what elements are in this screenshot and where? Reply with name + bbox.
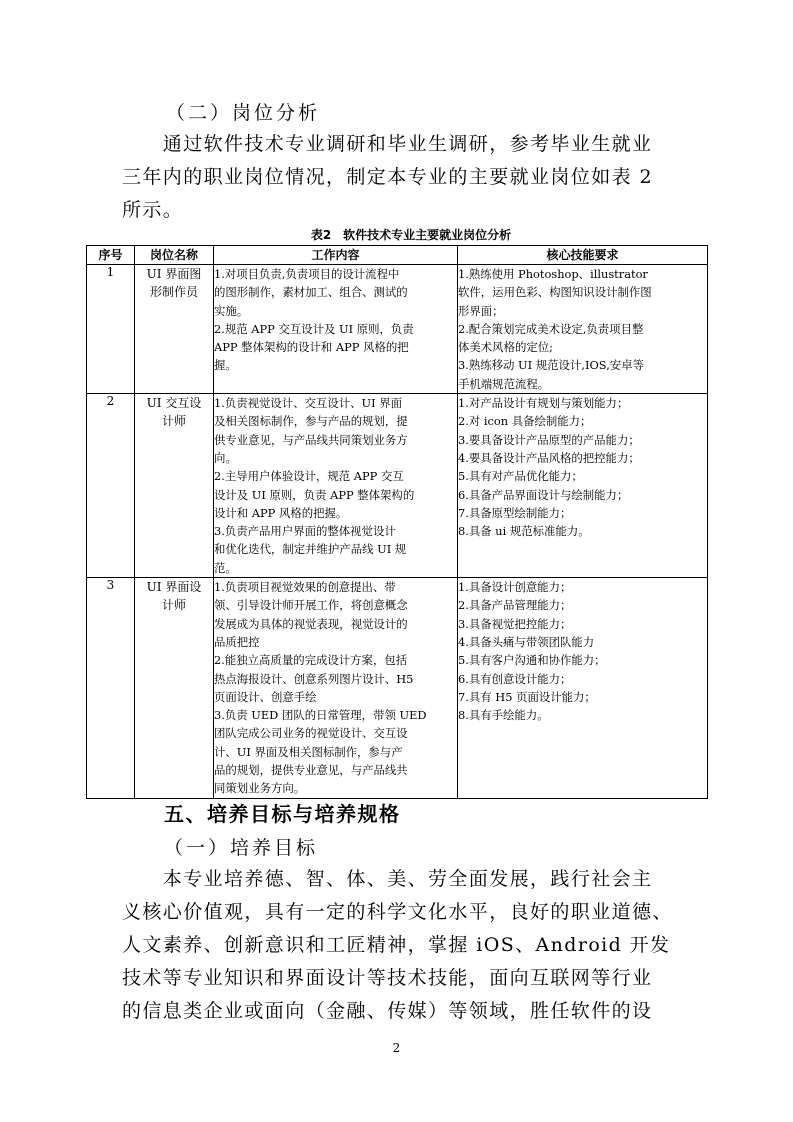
- skill-line: 2.具备产品管理能力；: [458, 598, 572, 613]
- work-line: 握。: [214, 358, 237, 373]
- row-skills: [458, 265, 708, 394]
- work-line: 热点海报设计、创意系列图片设计、H5: [214, 671, 414, 686]
- page-number: 2: [392, 1041, 401, 1055]
- skill-line: 2.配合策划完成美术设定,负责项目整: [458, 321, 644, 336]
- table-row: [87, 394, 708, 578]
- row-position: [135, 265, 214, 394]
- intro-line: 所示。: [122, 199, 184, 221]
- work-line: 范。: [214, 560, 237, 575]
- table-header-row: [87, 246, 708, 265]
- skill-line: 体美术风格的定位;: [458, 340, 553, 355]
- work-line: 实施。: [214, 303, 249, 318]
- skill-line: 1.具备设计创意能力；: [458, 580, 572, 595]
- header-skills: 核心技能要求: [458, 246, 708, 265]
- job-analysis-table: [86, 245, 708, 799]
- skill-line: 4.要具备设计产品风格的把控能力；: [458, 450, 640, 465]
- skill-line: 5.具有客户沟通和协作能力；: [458, 653, 606, 668]
- skill-line: 6.具备产品界面设计与绘制能力；: [458, 487, 629, 502]
- work-line: 发展成为具体的视觉表现，视觉设计的: [214, 616, 408, 631]
- table-row: [87, 265, 708, 394]
- position-line: 计师: [161, 414, 186, 429]
- goals-line: 的信息类企业或面向（金融、传媒）等领域，胜任软件的设: [122, 1000, 653, 1022]
- position-line: UI 界面图: [146, 267, 202, 281]
- skill-line: 2.对 icon 具备绘制能力；: [458, 414, 592, 429]
- skill-line: 1.对产品设计有规划与策划能力；: [458, 396, 629, 411]
- table-caption: 表2 软件技术专业主要就业岗位分析: [310, 228, 512, 242]
- skill-line: 7.具备原型绘制能力；: [458, 505, 572, 520]
- work-line: 领、引导设计师开展工作，将创意概念: [214, 598, 408, 613]
- row-position: [135, 394, 214, 578]
- work-line: 计、UI 界面及相关图标制作，参与产: [214, 744, 403, 759]
- work-line: 及相关图标制作，参与产品的规划，提: [214, 414, 408, 429]
- work-line: 设计和 APP 风格的把握。: [214, 505, 348, 520]
- work-line: 品的规划，提供专业意见，与产品线共: [214, 763, 408, 778]
- work-line: 和优化迭代，制定并维护产品线 UI 规: [214, 542, 407, 557]
- skill-line: 1.熟练使用 Photoshop、illustrator: [458, 267, 648, 281]
- row-skills: [458, 394, 708, 578]
- skill-line: 6.具有创意设计能力；: [458, 671, 572, 686]
- position-line: 形制作员: [149, 285, 198, 299]
- skill-line: 8.具备 ui 规范标准能力。: [458, 524, 590, 539]
- work-line: 同策划业务方向。: [214, 781, 306, 796]
- skill-line: 7.具有 H5 页面设计能力；: [458, 689, 596, 704]
- row-work: [214, 578, 458, 799]
- work-line: 供专业意见，与产品线共同策划业务方: [214, 432, 408, 447]
- skill-line: 4.具备头痛与带领团队能力: [458, 634, 595, 649]
- goals-line: 技术等专业知识和界面设计等技术技能，面向互联网等行业: [122, 967, 653, 989]
- goals-line: 义核心价值观，具有一定的科学文化水平，良好的职业道德、: [122, 901, 673, 923]
- goals-paragraph: [122, 863, 682, 1028]
- intro-paragraph: [122, 128, 682, 227]
- row-index: 3: [87, 578, 135, 799]
- header-position: 岗位名称: [135, 246, 214, 265]
- work-line: 1.负责视觉设计、交互设计、UI 界面: [214, 396, 403, 411]
- row-index: 1: [87, 265, 135, 394]
- work-line: 2.主导用户体验设计，规范 APP 交互: [214, 469, 404, 484]
- skill-line: 手机端规范流程。: [458, 376, 550, 391]
- work-line: 团队完成公司业务的视觉设计、交互设: [214, 726, 408, 741]
- goals-line: 人文素养、创新意识和工匠精神，掌握 iOS、Android 开发: [122, 934, 671, 956]
- work-line: 页面设计、创意手绘: [214, 689, 317, 704]
- skill-line: 3.要具备设计产品原型的产品能力；: [458, 432, 640, 447]
- work-line: 3.负责产品用户界面的整体视觉设计: [214, 524, 396, 539]
- row-work: [214, 265, 458, 394]
- header-index: 序号: [87, 246, 135, 265]
- row-work: [214, 394, 458, 578]
- table-row: [87, 578, 708, 799]
- work-line: 3.负责 UED 团队的日常管理，带领 UED: [214, 708, 427, 723]
- section-heading-goals: （一）培养目标: [164, 837, 319, 859]
- skill-line: 8.具有手绘能力。: [458, 708, 549, 723]
- work-line: 向。: [214, 450, 237, 465]
- position-line: UI 界面设: [146, 580, 202, 595]
- skill-line: 形界面；: [458, 303, 504, 318]
- work-line: 2.规范 APP 交互设计及 UI 原则，负责: [214, 321, 414, 336]
- skill-line: 5.具有对产品优化能力；: [458, 469, 583, 484]
- skill-line: 软件，运用色彩、构图知识设计制作图: [458, 285, 652, 300]
- section-heading-job-analysis: （二）岗位分析: [166, 102, 321, 124]
- chapter-heading-goals: 五、培养目标与培养规格: [164, 802, 401, 826]
- row-index: 2: [87, 394, 135, 578]
- skill-line: 3.具备视觉把控能力；: [458, 616, 572, 631]
- work-line: 的图形制作，素材加工、组合、测试的: [214, 285, 408, 300]
- work-line: 品质把控: [214, 634, 260, 649]
- row-skills: [458, 578, 708, 799]
- position-line: 计师: [161, 598, 186, 613]
- work-line: 1.负责项目视觉效果的创意提出、带: [214, 580, 396, 595]
- intro-line: 通过软件技术专业调研和毕业生调研，参考毕业生就业: [122, 133, 653, 155]
- skill-line: 3.熟练移动 UI 规范设计,IOS,安卓等: [458, 358, 644, 373]
- intro-line: 三年内的职业岗位情况，制定本专业的主要就业岗位如表 2: [122, 166, 653, 188]
- header-work: 工作内容: [214, 246, 458, 265]
- work-line: APP 整体架构的设计和 APP 风格的把: [214, 340, 409, 355]
- work-line: 2.能独立高质量的完成设计方案，包括: [214, 653, 408, 668]
- row-position: [135, 578, 214, 799]
- work-line: 设计及 UI 原则，负责 APP 整体架构的: [214, 487, 415, 502]
- goals-line: 本专业培养德、智、体、美、劳全面发展，践行社会主: [122, 868, 653, 890]
- work-line: 1.对项目负责,负责项目的设计流程中: [214, 267, 400, 281]
- position-line: UI 交互设: [146, 396, 202, 411]
